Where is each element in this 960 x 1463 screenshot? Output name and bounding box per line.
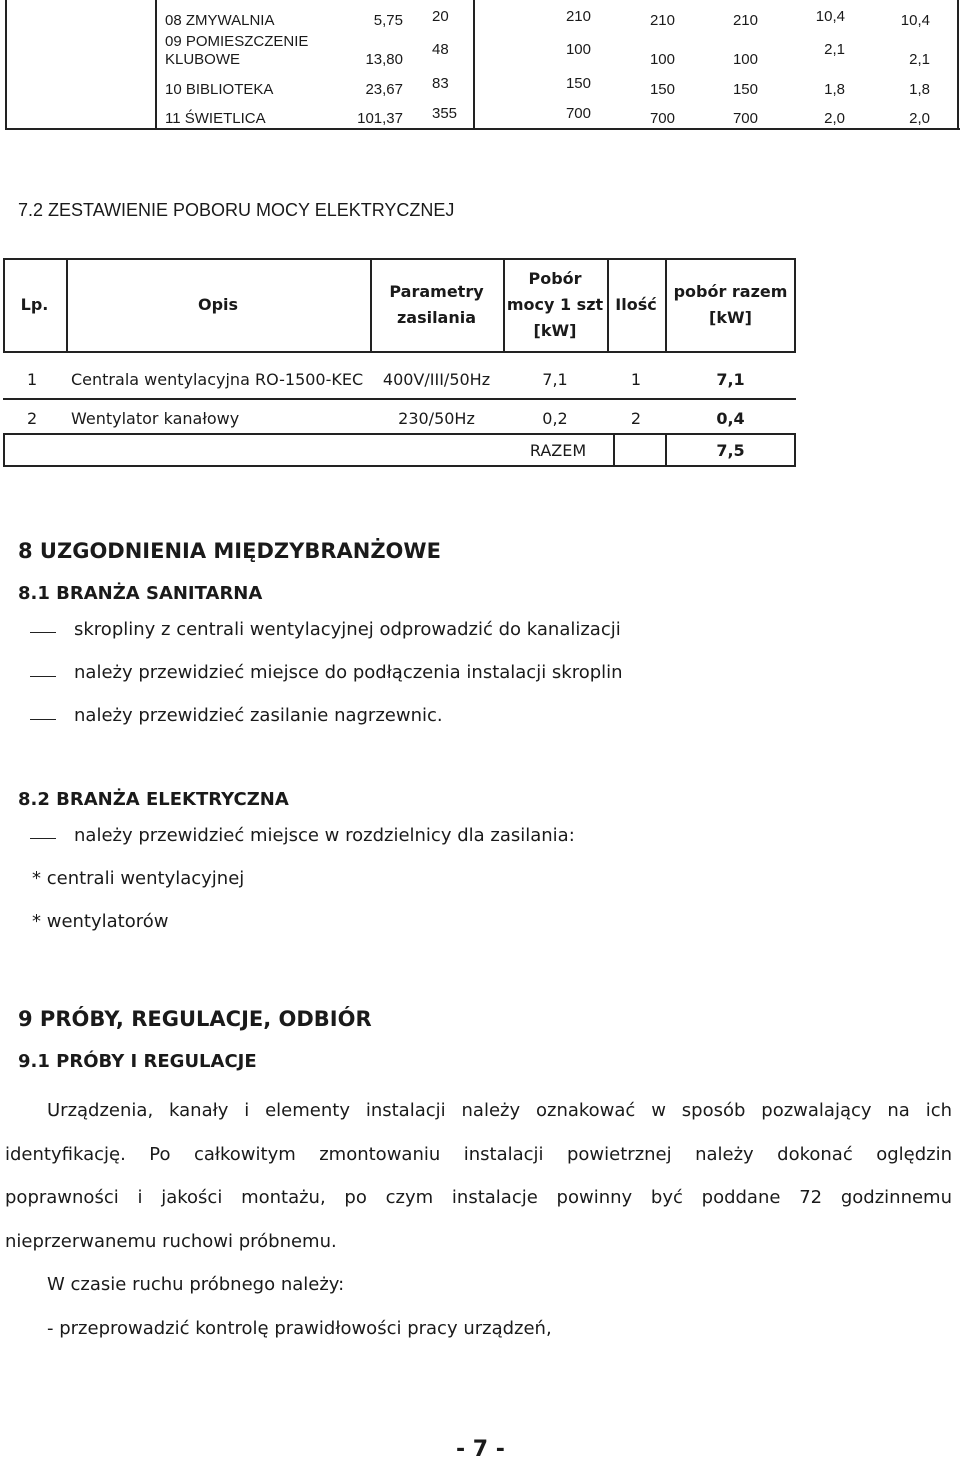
header-pobor: Pobór: [528, 269, 582, 288]
row-opis: Wentylator kanałowy: [71, 409, 240, 428]
row-opis: Centrala wentylacyjna RO-1500-KEC: [71, 370, 364, 389]
dash-bullet: [30, 838, 56, 839]
row-param: 400V/III/50Hz: [382, 370, 491, 389]
section-9-title: 9 PRÓBY, REGULACJE, ODBIÓR: [18, 1007, 372, 1031]
room-value: 210: [649, 12, 675, 29]
header-pobor-razem: [kW]: [709, 308, 752, 327]
header-lp: Lp.: [20, 295, 49, 314]
table-border: [613, 433, 615, 467]
list-item: skropliny z centrali wentylacyjnej odprowadzić do kanalizacji: [74, 619, 621, 640]
table-border: [3, 398, 796, 400]
list-item: należy przewidzieć zasilanie nagrzewnic.: [74, 705, 443, 726]
header-opis: Opis: [197, 295, 239, 314]
section-8-1-title: 8.1 BRANŻA SANITARNA: [18, 583, 263, 604]
paragraph-line: nieprzerwanemu ruchowi próbnemu.: [5, 1231, 337, 1252]
row-ilosc: 1: [630, 370, 642, 389]
room-value: 10,4: [815, 8, 845, 25]
header-pobor-razem: pobór razem: [673, 282, 788, 301]
section-9-1-title: 9.1 PRÓBY I REGULACJE: [18, 1051, 257, 1072]
room-value: 700: [565, 105, 591, 122]
row-pobor: 7,1: [542, 370, 568, 389]
room-value: 100: [565, 41, 591, 58]
list-item: - przeprowadzić kontrolę prawidłowości pracy urządzeń,: [47, 1318, 552, 1339]
room-name: 09 POMIESZCZENIE: [165, 33, 309, 50]
paragraph-text: W czasie ruchu próbnego należy:: [47, 1274, 345, 1295]
room-value: 2,0: [824, 110, 845, 127]
room-area: 101,37: [357, 110, 403, 127]
header-parametry: Parametry: [389, 282, 484, 301]
list-subitem: * wentylatorów: [32, 911, 169, 932]
room-table: [5, 0, 960, 130]
room-value: 355: [432, 105, 458, 122]
total-label: RAZEM: [529, 441, 587, 460]
row-param: 230/50Hz: [398, 409, 475, 428]
room-value: 83: [432, 75, 449, 92]
room-value: 2,1: [824, 41, 845, 58]
list-subitem: * centrali wentylacyjnej: [32, 868, 245, 889]
room-value: 1,8: [824, 81, 845, 98]
list-item: należy przewidzieć miejsce w rozdzielnicy dla zasilania:: [74, 825, 575, 846]
header-pobor: mocy 1 szt: [506, 295, 604, 314]
section-8-title: 8 UZGODNIENIA MIĘDZYBRANŻOWE: [18, 539, 441, 563]
room-value: 150: [565, 75, 591, 92]
room-value: 150: [649, 81, 675, 98]
row-razem: 0,4: [716, 409, 745, 428]
section-8-2-title: 8.2 BRANŻA ELEKTRYCZNA: [18, 789, 289, 810]
room-value: 210: [565, 8, 591, 25]
room-name: 08 ZMYWALNIA: [165, 12, 275, 29]
room-value: 150: [732, 81, 758, 98]
paragraph-line: Urządzenia, kanały i elementy instalacji należy oznakować w sposób pozwalający na ich: [47, 1100, 952, 1121]
room-value: 210: [732, 12, 758, 29]
header-pobor: [kW]: [533, 321, 577, 340]
room-value: 20: [432, 8, 449, 25]
page-number: - 7 -: [456, 1437, 505, 1462]
room-value: 700: [649, 110, 675, 127]
room-name: 11 ŚWIETLICA: [165, 110, 266, 127]
room-area: 5,75: [373, 12, 403, 29]
dash-bullet: [30, 676, 56, 677]
list-item: należy przewidzieć miejsce do podłączenia instalacji skroplin: [74, 662, 623, 683]
room-area: 23,67: [365, 81, 403, 98]
room-value: 2,0: [909, 110, 930, 127]
table-border: [473, 0, 475, 130]
room-value: 2,1: [909, 51, 930, 68]
room-value: 48: [432, 41, 449, 58]
row-razem: 7,1: [716, 370, 745, 389]
row-lp: 2: [27, 409, 38, 428]
table-border: [5, 128, 960, 130]
row-ilosc: 2: [630, 409, 642, 428]
room-value: 100: [732, 51, 758, 68]
table-border: [155, 0, 157, 130]
table-border: [5, 0, 7, 130]
paragraph-line: poprawności i jakości montażu, po czym instalacje powinny być poddane 72 godzinnemu: [5, 1187, 952, 1208]
row-lp: 1: [27, 370, 38, 389]
room-name: KLUBOWE: [165, 51, 241, 68]
header-parametry: zasilania: [396, 308, 477, 327]
room-value: 100: [649, 51, 675, 68]
dash-bullet: [30, 719, 56, 720]
header-ilosc: Ilość: [615, 295, 657, 314]
room-name: 10 BIBLIOTEKA: [165, 81, 274, 98]
table-border: [957, 0, 959, 130]
room-value: 1,8: [909, 81, 930, 98]
power-table: [3, 258, 796, 467]
paragraph-line: identyfikację. Po całkowitym zmontowaniu instalacji powietrznej należy dokonać oględzin: [5, 1144, 952, 1165]
total-value: 7,5: [716, 441, 745, 460]
dash-bullet: [30, 632, 56, 633]
section-7-2-title: 7.2 ZESTAWIENIE POBORU MOCY ELEKTRYCZNEJ: [18, 200, 455, 220]
room-value: 700: [732, 110, 758, 127]
row-pobor: 0,2: [542, 409, 568, 428]
room-value: 10,4: [900, 12, 930, 29]
room-area: 13,80: [365, 51, 403, 68]
